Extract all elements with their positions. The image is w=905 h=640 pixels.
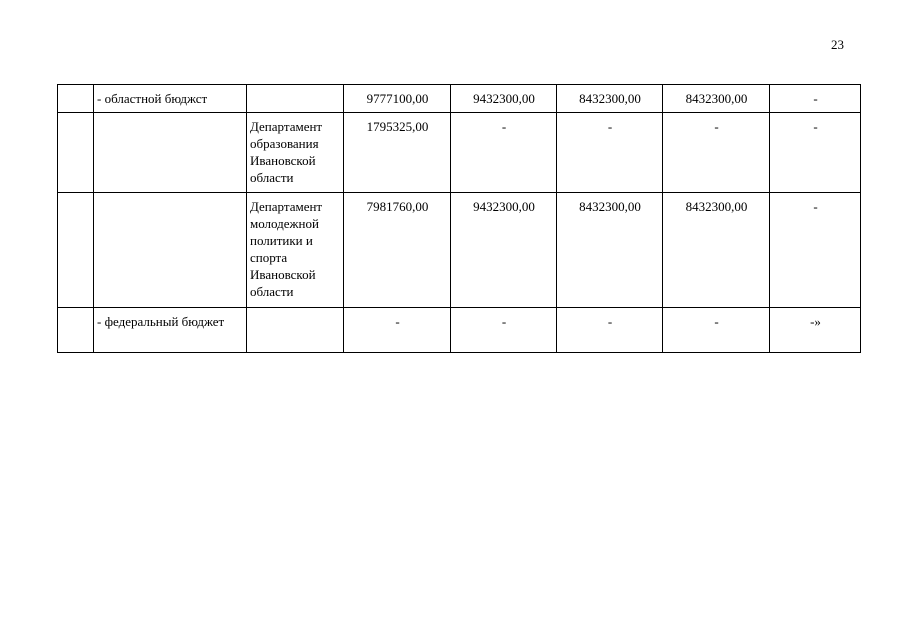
value-cell: - [451,113,557,193]
value-cell: 8432300,00 [663,85,770,113]
table-row [58,193,861,308]
executor-cell: Департамент образования Ивановской области [247,113,344,193]
table-row [58,308,861,353]
value-cell: 1795325,00 [344,113,451,193]
value-cell: 9432300,00 [451,193,557,308]
page-number: 23 [831,37,844,52]
value-cell: 7981760,00 [344,193,451,308]
value-cell: 9432300,00 [451,85,557,113]
row-number-cell [58,193,94,308]
value-cell: - [770,193,861,308]
value-cell: -» [770,308,861,353]
row-number-cell [58,113,94,193]
executor-cell: Департамент молодежной политики и спорта Ивановской области [247,193,344,308]
value-cell: 8432300,00 [557,193,663,308]
value-cell: - [770,113,861,193]
value-cell: - [557,308,663,353]
value-cell: - [770,85,861,113]
name-cell: - областной бюджст [94,85,247,113]
value-cell: - [663,308,770,353]
row-number-cell [58,308,94,353]
row-number-cell [58,85,94,113]
value-cell: 9777100,00 [344,85,451,113]
name-cell: - федеральный бюджет [94,308,247,353]
name-cell [94,193,247,308]
executor-cell [247,85,344,113]
value-cell: - [344,308,451,353]
value-cell: 8432300,00 [557,85,663,113]
value-cell: 8432300,00 [663,193,770,308]
budget-table [57,84,861,353]
value-cell: - [451,308,557,353]
value-cell: - [663,113,770,193]
value-cell: - [557,113,663,193]
table-row [58,113,861,193]
name-cell [94,113,247,193]
executor-cell [247,308,344,353]
table-row [58,85,861,113]
